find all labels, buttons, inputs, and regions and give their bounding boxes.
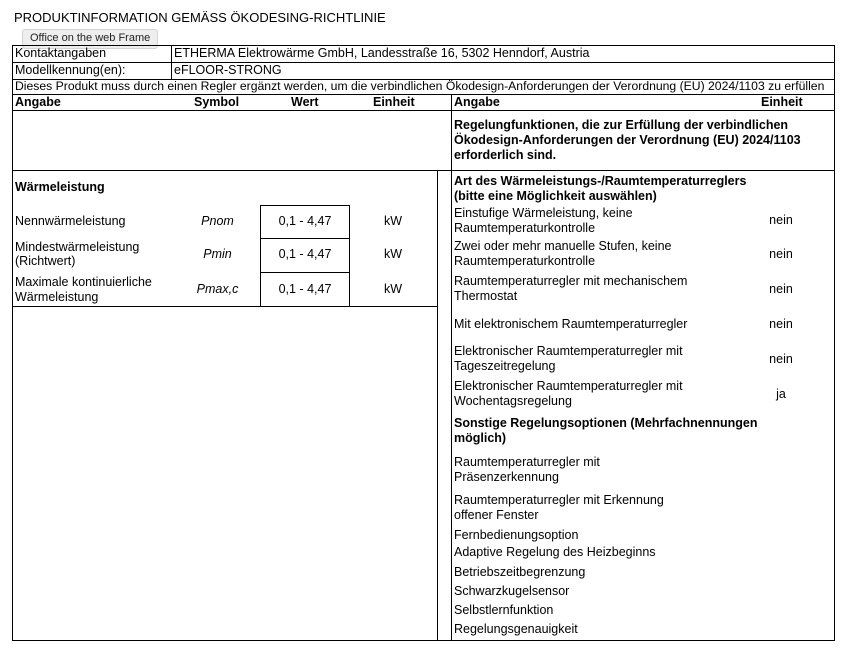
- other-option: Regelungsgenauigkeit: [454, 622, 578, 636]
- model-value: eFLOOR-STRONG: [174, 63, 282, 77]
- control-type-value: ja: [776, 387, 786, 401]
- heat-row-value: 0,1 - 4,47: [278, 214, 332, 228]
- other-option: Raumtemperaturregler mit: [454, 455, 600, 469]
- other-option: Selbstlernfunktion: [454, 603, 554, 617]
- other-options-heading: Sonstige Regelungsoptionen (Mehrfachnennungen: [454, 416, 758, 430]
- control-type-label: Elektronischer Raumtemperaturregler mit: [454, 344, 683, 358]
- heat-row-label-2: Wärmeleistung: [15, 290, 99, 304]
- control-type-value: nein: [769, 213, 793, 227]
- control-type-label: Mit elektronischem Raumtemperaturregler: [454, 317, 688, 331]
- section-heading-heat-output: Wärmeleistung: [15, 180, 105, 194]
- header-symbol: Symbol: [194, 95, 240, 109]
- control-type-label-2: Thermostat: [454, 289, 518, 303]
- control-type-value: nein: [769, 317, 793, 331]
- heat-row-label: Mindestwärmeleistung: [15, 240, 140, 254]
- control-type-value: nein: [769, 247, 793, 261]
- other-option: Fernbedienungsoption: [454, 528, 579, 542]
- heat-row-value: 0,1 - 4,47: [278, 282, 332, 296]
- model-label: Modellkennung(en):: [15, 63, 126, 77]
- heat-row-label: Maximale kontinuierliche: [15, 275, 152, 289]
- other-option: Schwarzkugelsensor: [454, 584, 570, 598]
- contact-value: ETHERMA Elektrowärme GmbH, Landesstraße 16, 5302 Henndorf, Austria: [174, 46, 590, 60]
- other-option: Betriebszeitbegrenzung: [454, 565, 586, 579]
- heat-row-unit: kW: [383, 247, 403, 261]
- other-option: Raumtemperaturregler mit Erkennung: [454, 493, 664, 507]
- other-option: Adaptive Regelung des Heizbeginns: [454, 545, 656, 559]
- other-option: offener Fenster: [454, 508, 539, 522]
- control-type-label: Raumtemperaturregler mit mechanischem: [454, 274, 688, 288]
- frame-tooltip: Office on the web Frame: [22, 29, 158, 49]
- heat-row-symbol: Pmin: [203, 247, 232, 261]
- header-einheit-right: Einheit: [761, 95, 803, 109]
- control-intro: Ökodesign-Anforderungen der Verordnung (EU) 2024/1103: [454, 133, 801, 147]
- control-intro: erforderlich sind.: [454, 148, 557, 162]
- control-type-label: Zwei oder mehr manuelle Stufen, keine: [454, 239, 672, 253]
- header-wert: Wert: [291, 95, 319, 109]
- heat-row-label-2: (Richtwert): [15, 254, 76, 268]
- control-type-value: nein: [769, 352, 793, 366]
- control-type-label-2: Raumtemperaturkontrolle: [454, 221, 596, 235]
- other-option: Präsenzerkennung: [454, 470, 559, 484]
- other-options-heading: möglich): [454, 431, 507, 445]
- control-intro: Regelungfunktionen, die zur Erfüllung der verbindlichen: [454, 118, 789, 132]
- heat-row-value: 0,1 - 4,47: [278, 247, 332, 261]
- header-einheit: Einheit: [373, 95, 415, 109]
- heat-row-symbol: Pnom: [201, 214, 234, 228]
- control-type-value: nein: [769, 282, 793, 296]
- heat-row-unit: kW: [383, 282, 403, 296]
- heat-row-unit: kW: [383, 214, 403, 228]
- control-type-label-2: Tageszeitregelung: [454, 359, 556, 373]
- control-type-label: Einstufige Wärmeleistung, keine: [454, 206, 633, 220]
- control-type-label-2: Wochentagsregelung: [454, 394, 572, 408]
- control-type-label: Elektronischer Raumtemperaturregler mit: [454, 379, 683, 393]
- header-angabe-right: Angabe: [454, 95, 500, 109]
- heat-row-symbol: Pmax,c: [196, 282, 239, 296]
- heat-row-label: Nennwärmeleistung: [15, 214, 126, 228]
- regulation-notice: Dieses Produkt muss durch einen Regler ergänzt werden, um die verbindlichen Ökodesign-Anforderungen der Verordnung (EU) 2024/1103 zu erfüllen: [15, 79, 825, 93]
- control-type-label-2: Raumtemperaturkontrolle: [454, 254, 596, 268]
- control-type-heading: Art des Wärmeleistungs-/Raumtemperaturreglers: [454, 174, 747, 188]
- control-type-heading: (bitte eine Möglichkeit auswählen): [454, 189, 657, 203]
- contact-label: Kontaktangaben: [15, 46, 107, 60]
- header-angabe: Angabe: [15, 95, 61, 109]
- document-title: PRODUKTINFORMATION GEMÄSS ÖKODESING-RICHTLINIE: [14, 10, 386, 25]
